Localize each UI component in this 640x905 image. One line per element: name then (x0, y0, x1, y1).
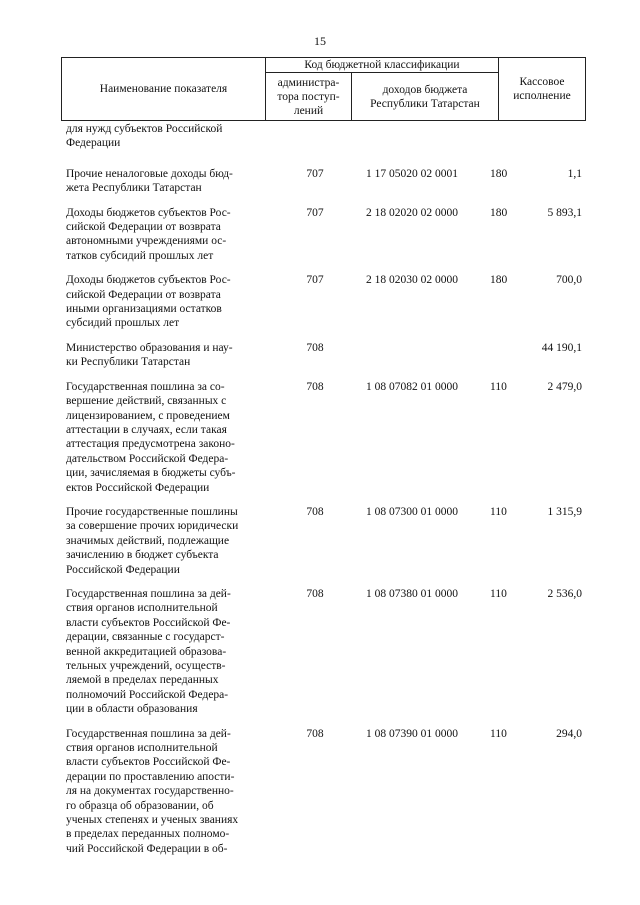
admin-code: 707 (306, 206, 324, 219)
indicator-name-line: Доходы бюджетов субъектов Рос- (66, 206, 231, 219)
cash-amount: 700,0 (556, 274, 582, 287)
indicator-name-line: ляемой в пределах переданных (66, 674, 219, 687)
indicator-name-line: в пределах переданных полномо- (66, 828, 230, 841)
cash-amount: 44 190,1 (541, 341, 582, 354)
indicator-name-line: Российской Федерации (66, 563, 180, 576)
table-row (0, 505, 640, 577)
indicator-name-line: ствия органов исполнительной (66, 742, 218, 755)
cash-amount: 2 536,0 (547, 587, 582, 600)
indicator-name-line: ствия органов исполнительной (66, 602, 218, 615)
table-row (0, 206, 640, 264)
indicator-name-line: Государственная пошлина за со- (66, 380, 225, 393)
indicator-name-line: Прочие государственные пошлины (66, 505, 238, 518)
table-row (0, 380, 640, 495)
header-income-line: Республики Татарстан (370, 97, 480, 110)
indicator-name-line: иными организациями остатков (66, 303, 222, 316)
indicator-name-line: ученых степенях и ученых званиях (66, 814, 239, 827)
indicator-name-line: ектов Российской Федерации (66, 481, 210, 494)
table-header (61, 57, 586, 121)
indicator-name-line: Министерство образования и нау- (66, 341, 233, 354)
indicator-name-line: Федерации (66, 137, 121, 150)
indicator-name-line: ки Республики Татарстан (66, 356, 191, 369)
indicator-name-line: автономными учреждениями ос- (66, 235, 227, 248)
indicator-name-line: Доходы бюджетов субъектов Рос- (66, 274, 231, 287)
header-income-column (352, 73, 499, 121)
indicator-name-line: сийской Федерации от возврата (66, 288, 221, 301)
indicator-name-line: дерации, связанные с государст- (66, 631, 225, 644)
header-admin-line: лений (293, 104, 324, 117)
income-code: 2 18 02030 02 0000 (366, 274, 458, 287)
indicator-name-line: субсидий прошлых лет (66, 317, 180, 330)
indicator-name (66, 380, 264, 495)
header-cash-line: исполнение (513, 90, 571, 102)
indicator-name-line: власти субъектов Российской Фе- (66, 756, 231, 769)
indicator-name (66, 273, 264, 331)
header-name-column: Наименование показателя (62, 58, 266, 121)
table-row (0, 727, 640, 857)
income-code: 2 18 02020 02 0000 (366, 206, 458, 219)
header-income-line: доходов бюджета (382, 83, 468, 96)
table-row (0, 273, 640, 331)
indicator-name-line: татков субсидий прошлых лет (66, 249, 214, 262)
indicator-name-line: венной аккредитацией образова- (66, 645, 227, 658)
indicator-name-line: власти субъектов Российской Фе- (66, 616, 231, 629)
cash-amount: 2 479,0 (547, 380, 582, 393)
indicator-name-line: тельных учреждений, осуществ- (66, 660, 226, 672)
header-admin-column (266, 73, 352, 121)
indicator-name-line: за совершение прочих юридически (66, 520, 239, 533)
admin-code: 708 (306, 727, 324, 740)
admin-code: 708 (306, 380, 324, 393)
subcode: 180 (490, 274, 508, 287)
indicator-name-line: Прочие неналоговые доходы бюд- (66, 167, 233, 180)
table-row (0, 167, 640, 196)
indicator-name-line: ции в области образования (66, 703, 198, 716)
indicator-name-line: Государственная пошлина за дей- (66, 727, 231, 740)
indicator-name-line: для нужд субъектов Российской (66, 123, 223, 135)
header-code-group: Код бюджетной классификации (266, 58, 499, 73)
indicator-name-line: вершение действий, связанных с (66, 395, 227, 408)
header-admin-line: администра- (277, 76, 340, 89)
subcode: 110 (490, 505, 507, 518)
page-number: 15 (314, 34, 326, 48)
table-row (0, 587, 640, 717)
table-row (0, 341, 640, 370)
cash-amount: 1,1 (567, 167, 582, 180)
indicator-name (66, 206, 264, 264)
admin-code: 708 (306, 341, 324, 354)
cash-amount: 1 315,9 (547, 505, 582, 518)
indicator-name-line: ля на документах государственно- (66, 785, 234, 798)
subcode: 110 (490, 380, 507, 393)
indicator-name (66, 167, 264, 196)
header-admin-line: тора поступ- (277, 90, 340, 103)
subcode: 180 (490, 206, 508, 219)
admin-code: 708 (306, 505, 324, 518)
indicator-name-line: жета Республики Татарстан (66, 182, 202, 195)
indicator-name-line: чий Российской Федерации в об- (66, 842, 228, 855)
indicator-name-line: го образца об образовании, об (66, 799, 214, 812)
admin-code: 708 (306, 587, 324, 600)
indicator-name (66, 122, 264, 151)
table-body (0, 122, 640, 856)
indicator-name (66, 341, 264, 370)
indicator-name (66, 727, 264, 857)
admin-code: 707 (306, 167, 324, 180)
income-code: 1 08 07300 01 0000 (366, 505, 458, 518)
subcode: 110 (490, 587, 507, 600)
income-code: 1 17 05020 02 0001 (366, 167, 458, 180)
indicator-name-line: аттестация предусмотрена законо- (66, 438, 235, 451)
table-row (0, 122, 640, 151)
header-cash-line: Кассовое (519, 76, 565, 88)
indicator-name-line: сийской Федерации от возврата (66, 221, 221, 234)
indicator-name-line: ции, зачисляемая в бюджеты субъ- (66, 467, 236, 480)
header-cash-column (499, 58, 586, 121)
indicator-name-line: дерации по проставлению апости- (66, 770, 235, 783)
income-code: 1 08 07390 01 0000 (366, 727, 458, 740)
income-code: 1 08 07380 01 0000 (366, 587, 458, 600)
indicator-name-line: лицензированием, с проведением (66, 409, 230, 422)
indicator-name (66, 505, 264, 577)
indicator-name-line: полномочий Российской Федера- (66, 688, 229, 701)
indicator-name (66, 587, 264, 717)
indicator-name-line: зачислению в бюджет субъекта (66, 549, 219, 562)
cash-amount: 294,0 (556, 727, 582, 740)
admin-code: 707 (306, 274, 324, 287)
subcode: 180 (490, 167, 508, 180)
indicator-name-line: значимых действий, подлежащие (66, 534, 230, 547)
income-code: 1 08 07082 01 0000 (366, 380, 458, 393)
cash-amount: 5 893,1 (547, 206, 582, 219)
indicator-name-line: аттестации в случаях, если такая (66, 423, 227, 436)
indicator-name-line: дательством Российской Федера- (66, 452, 229, 465)
subcode: 110 (490, 727, 507, 740)
indicator-name-line: Государственная пошлина за дей- (66, 587, 231, 600)
